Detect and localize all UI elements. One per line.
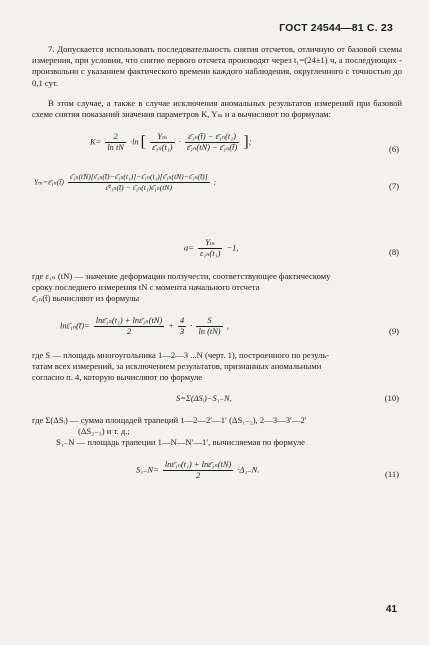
equation-number-9: (9) bbox=[388, 326, 399, 336]
equation-number-6: (6) bbox=[388, 144, 399, 154]
equation-9: lnε̄₁ₙ(t̄)= $\frac{\text{lnε̄₁ₙ(t₁) + lnε̄₁ₙ(tN)}}{2}$ + $\frac{4}{3}$ · $\frac{S}{\ln (tN)}$ , bbox=[60, 316, 229, 336]
text-line: согласно п. 4, которую вычисляют по формуле bbox=[32, 372, 203, 382]
page-number: 41 bbox=[385, 604, 397, 615]
equation-7: Yₘ=ε̄₁ₙ(t̄) $\frac{\text{ε̄₁ₙ(tN)[ε̄₁ₙ(t̄)−ε̄₁ₙ(t₁)]−ε̄₁ₙ(t₁)[ε̄₁ₙ(tN)−ε̄₁ₙ(t̄)]}}{\text{ε̄²₁ₙ(t̄) − ε̄₁ₙ(t₁)ε̄₁ₙ(tN)}}$ ; bbox=[34, 172, 217, 192]
equation-number-7: (7) bbox=[388, 181, 399, 191]
text-line: (ΔS₂₋₃) и т. д.; bbox=[78, 426, 130, 436]
equation-6: K= $\frac{2}{\text{ln tN}}$ ·ln [ $\frac{\text{Yₘ}}{\text{ε̄₁ₙ(t₁)}}$ · $\frac{\text{ε̄₁ₙ(t̄) − ε̄₁ₙ(t₁)}}{\text{ε̄₁ₙ(tN) − ε̄₁ₙ(t̄)}}$ ]; bbox=[90, 132, 252, 152]
text-line: ε̄₁ₙ(t̄) вычисляют из формулы bbox=[32, 293, 140, 303]
fraction: $\frac{2}{\text{ln tN}}$ bbox=[107, 132, 124, 152]
text-line: S₁₋N — площадь трапеции 1—N—N′—1′, вычисляемая по формуле bbox=[56, 437, 305, 447]
equation-number-11: (11) bbox=[385, 469, 399, 479]
fraction: $\frac{\text{lnε̄₁ₙ(t₁) + lnε̄₁ₙ(tN)}}{2}$ bbox=[95, 316, 163, 336]
paragraph-case: В этом случае, а также в случае исключения аномальных результатов измерений при базовой схеме снятия показаний значения параметров K, Yₘ и a вычисляют по формулам: bbox=[32, 98, 402, 120]
fraction: $\frac{\text{Yₘ}}{\text{ε₁ₙ(t₁)}}$ bbox=[199, 238, 221, 258]
equation-number-8: (8) bbox=[388, 247, 399, 257]
equation-number-10: (10) bbox=[384, 393, 399, 403]
equation-11: S₁₋N= $\frac{\text{lnε̄₁ₙ(t₁) + lnε̄₁ₙ(tN)}}{2}$ ·Δ₁₋N. bbox=[136, 460, 260, 480]
fraction: $\frac{4}{3}$ bbox=[180, 316, 185, 336]
document-header: ГОСТ 24544—81 С. 23 bbox=[279, 22, 393, 34]
equation-8: a= $\frac{\text{Yₘ}}{\text{ε₁ₙ(t₁)}}$ −1, bbox=[184, 238, 239, 258]
text-line: где S — площадь многоугольника 1—2—3 ...N (черт. 1), построенного по резуль- bbox=[32, 350, 330, 360]
paragraph-7: 7. Допускается использовать последовательность снятия отсчетов, отличную от базовой схемы измерения, при условии, что снятие первого отсчета производят через t₁=(24±1) ч, а последующих - произвольно с указанием фактического времени каждого наблюдения, округленного с точностью до 0,1 сут. bbox=[32, 44, 402, 88]
fraction: $\frac{\text{ε̄₁ₙ(tN)[ε̄₁ₙ(t̄)−ε̄₁ₙ(t₁)]−ε̄₁ₙ(t₁)[ε̄₁ₙ(tN)−ε̄₁ₙ(t̄)]}}{\text{ε̄²₁ₙ(t̄) − ε̄₁ₙ(t₁)ε̄₁ₙ(tN)}}$ bbox=[69, 172, 208, 192]
fraction: $\frac{\text{ε̄₁ₙ(t̄) − ε̄₁ₙ(t₁)}}{\text{ε̄₁ₙ(tN) − ε̄₁ₙ(t̄)}}$ bbox=[186, 132, 238, 152]
fraction: $\frac{S}{\ln (tN)}$ bbox=[198, 316, 221, 336]
text-line: татам всех измерений, за исключением результатов, признанных аномальными bbox=[32, 361, 322, 371]
equation-10: S=Σ(ΔSᵢ)−S₁₋N, bbox=[176, 394, 232, 403]
text-line: где Σ(ΔSᵢ) — сумма площадей трапеций 1—2—2′—1′ (ΔS₁₋₂), 2—3—3′—2′ bbox=[32, 415, 307, 425]
text-line: сроку последнего измерения tN с момента начального отсчета bbox=[32, 282, 260, 292]
text-line: где ε₁ₙ (tN) — значение деформации ползучести, соответствующее фактическому bbox=[32, 271, 331, 281]
fraction: $\frac{\text{lnε̄₁ₙ(t₁) + lnε̄₁ₙ(tN)}}{2}$ bbox=[164, 460, 232, 480]
fraction: $\frac{\text{Yₘ}}{\text{ε̄₁ₙ(t₁)}}$ bbox=[152, 132, 173, 152]
